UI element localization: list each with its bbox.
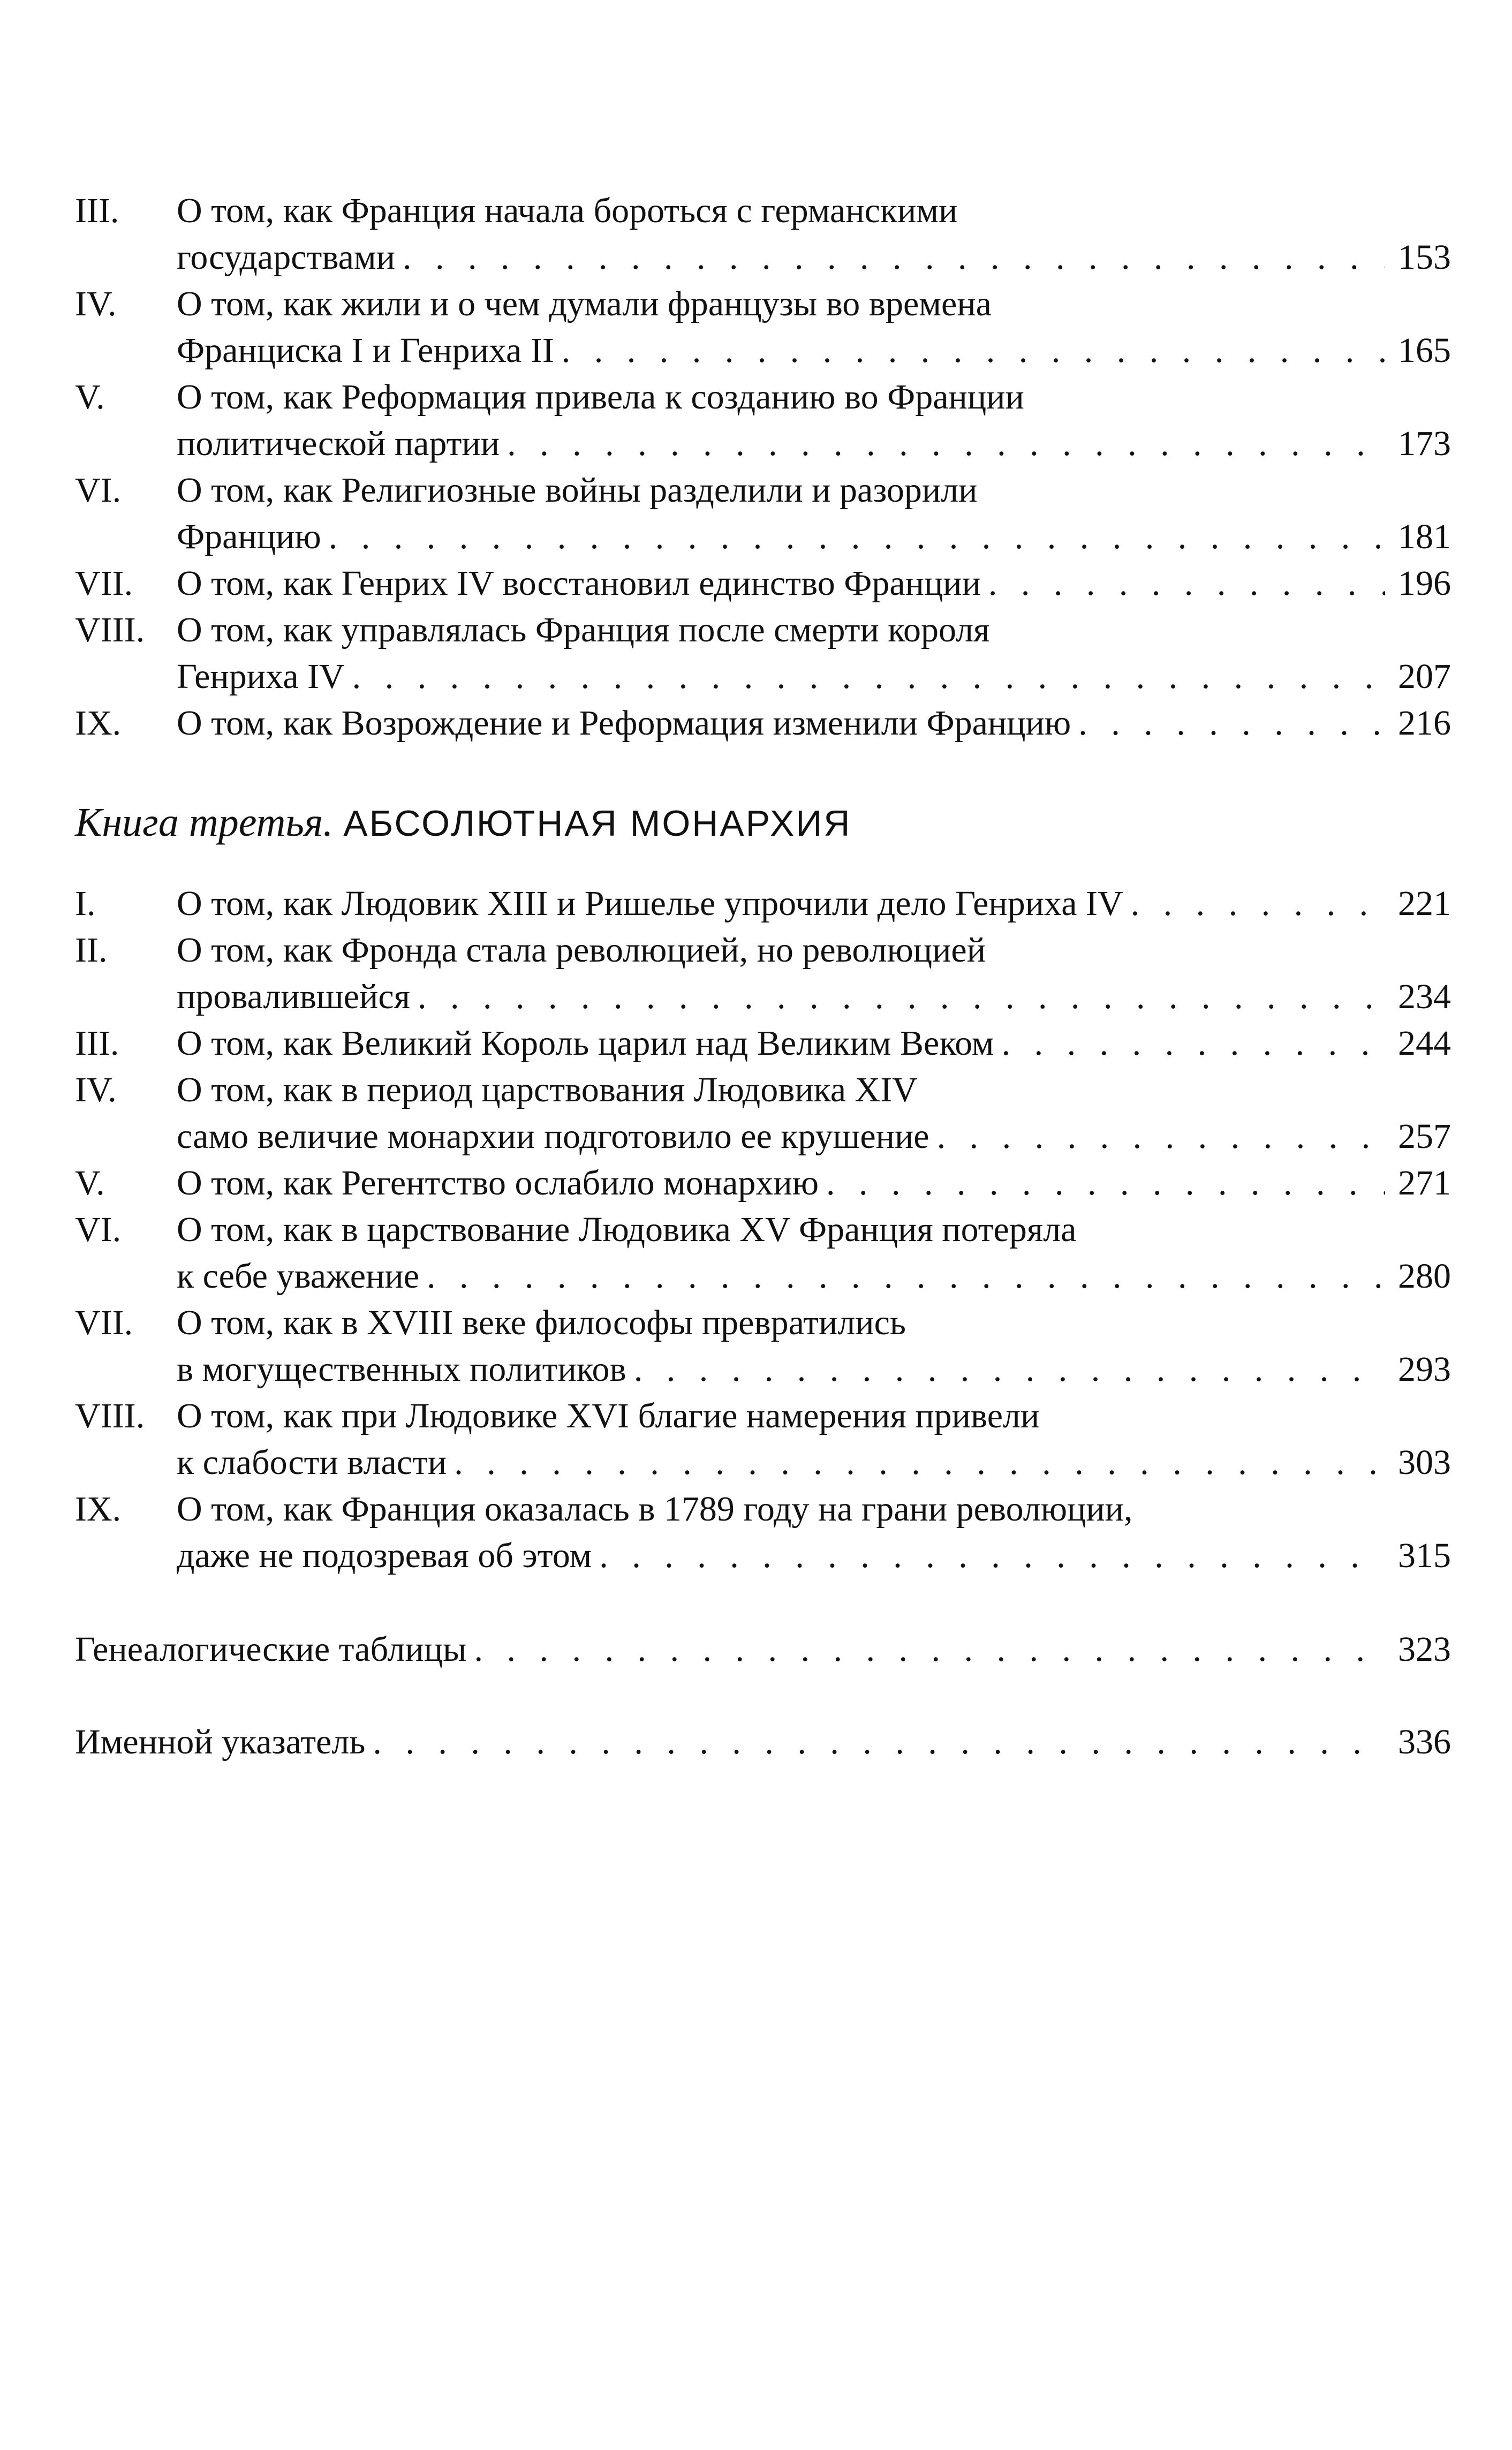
appendix-line	[75, 1626, 1451, 1673]
dot-leader	[418, 973, 1385, 1020]
title-line: в могущественных политиков	[177, 1350, 626, 1389]
page-number: 173	[1398, 424, 1451, 463]
book-heading	[75, 796, 1451, 850]
dot-leader	[454, 1439, 1385, 1486]
appendix-line	[75, 1719, 1451, 1765]
dot-leader	[507, 420, 1385, 467]
page-number: 244	[1398, 1024, 1451, 1063]
title-line: к слабости власти	[177, 1443, 447, 1482]
title-last-line	[177, 1113, 1451, 1160]
chapter-title	[177, 1160, 1451, 1206]
page-number: 165	[1398, 331, 1451, 370]
page-number: 207	[1398, 657, 1451, 696]
toc-entry	[75, 1393, 1451, 1486]
title-line: О том, как управлялась Франция после смерти короля	[177, 610, 990, 649]
page-number: 221	[1398, 884, 1451, 923]
dot-leader	[826, 1160, 1385, 1206]
page-number: 153	[1398, 238, 1451, 277]
title-line: О том, как Франция оказалась в 1789 году на грани революции,	[177, 1489, 1133, 1529]
chapter-number: VI.	[75, 1210, 122, 1249]
title-last-line	[177, 513, 1451, 560]
chapter-title	[177, 1020, 1451, 1067]
dot-leader	[937, 1113, 1385, 1160]
chapter-title	[177, 1067, 1451, 1160]
chapter-title	[177, 374, 1451, 467]
dot-leader	[562, 327, 1385, 374]
toc-entry	[75, 1020, 1451, 1067]
title-last-line	[177, 653, 1451, 700]
chapter-number: IX.	[75, 1489, 122, 1529]
dot-leader	[634, 1346, 1385, 1393]
chapter-title	[177, 1206, 1451, 1299]
title-line: О том, как Реформация привела к созданию во Франции	[177, 377, 1024, 417]
chapter-number: I.	[75, 884, 96, 923]
dot-leader	[329, 513, 1385, 560]
dot-leader	[427, 1253, 1385, 1299]
title-line: О том, как Великий Король царил над Великим Веком	[177, 1024, 994, 1063]
toc-entry	[75, 467, 1451, 560]
chapter-title	[177, 1299, 1451, 1393]
book-label: Книга третья.	[75, 800, 334, 845]
dot-leader	[474, 1626, 1385, 1673]
book-title: АБСОЛЮТНАЯ МОНАРХИЯ	[343, 803, 852, 844]
title-line: Франциска I и Генриха II	[177, 331, 554, 370]
title-last-line	[177, 700, 1451, 746]
page-number: 196	[1398, 564, 1451, 603]
chapter-number: VIII.	[75, 610, 145, 649]
page-number: 315	[1398, 1536, 1451, 1575]
page-number: 181	[1398, 517, 1451, 556]
dot-leader	[403, 234, 1385, 281]
chapter-title	[177, 281, 1451, 374]
title-last-line	[177, 560, 1451, 607]
dot-leader	[373, 1719, 1385, 1765]
toc-entry	[75, 927, 1451, 1020]
title-last-line	[177, 1346, 1451, 1393]
toc-entry	[75, 1160, 1451, 1206]
title-last-line	[177, 880, 1451, 927]
title-line: государствами	[177, 238, 396, 277]
title-line: О том, как в период царствования Людовика XIV	[177, 1070, 918, 1109]
toc-entry	[75, 560, 1451, 607]
title-line: О том, как Людовик XIII и Ришелье упрочили дело Генриха IV	[177, 884, 1123, 923]
title-line: к себе уважение	[177, 1257, 420, 1296]
title-line: О том, как Генрих IV восстановил единство Франции	[177, 564, 981, 603]
page-number: 271	[1398, 1163, 1451, 1203]
page-number: 303	[1398, 1443, 1451, 1482]
title-line: О том, как в XVIII веке философы превратились	[177, 1303, 906, 1342]
title-line: О том, как Франция начала бороться с германскими	[177, 191, 958, 230]
title-line: Францию	[177, 517, 321, 556]
appendix-title: Генеалогические таблицы	[75, 1630, 467, 1669]
title-line: О том, как Фронда стала революцией, но революцией	[177, 931, 986, 970]
chapter-number: IX.	[75, 704, 122, 743]
title-line: О том, как Религиозные войны разделили и разорили	[177, 471, 978, 510]
title-line: О том, как в царствование Людовика XV Франция потеряла	[177, 1210, 1077, 1249]
toc-entry	[75, 374, 1451, 467]
page-number: 323	[1398, 1630, 1451, 1669]
title-last-line	[177, 1532, 1451, 1579]
toc-list-book3	[75, 880, 1451, 1579]
page-number: 216	[1398, 704, 1451, 743]
dot-leader	[1131, 880, 1385, 927]
chapter-number: II.	[75, 931, 108, 970]
page-number: 293	[1398, 1350, 1451, 1389]
title-line: О том, как Возрождение и Реформация изменили Францию	[177, 704, 1071, 743]
toc-appendix-genealogy	[75, 1626, 1451, 1673]
dot-leader	[988, 560, 1385, 607]
chapter-title	[177, 467, 1451, 560]
title-last-line	[177, 420, 1451, 467]
chapter-number: V.	[75, 1163, 105, 1203]
title-line: даже не подозревая об этом	[177, 1536, 592, 1575]
title-line: О том, как жили и о чем думали французы во времена	[177, 284, 992, 323]
title-last-line	[177, 1439, 1451, 1486]
toc-entry	[75, 880, 1451, 927]
chapter-title	[177, 927, 1451, 1020]
toc-entry	[75, 700, 1451, 746]
chapter-title	[177, 1486, 1451, 1579]
dot-leader	[599, 1532, 1385, 1579]
chapter-title	[177, 880, 1451, 927]
title-line: О том, как при Людовике XVI благие намерения привели	[177, 1396, 1040, 1435]
chapter-number: IV.	[75, 1070, 117, 1109]
title-last-line	[177, 973, 1451, 1020]
title-last-line	[177, 1160, 1451, 1206]
title-line: провалившейся	[177, 977, 410, 1016]
title-line: само величие монархии подготовило ее крушение	[177, 1117, 929, 1156]
title-last-line	[177, 1253, 1451, 1299]
chapter-title	[177, 700, 1451, 746]
chapter-number: III.	[75, 1024, 119, 1063]
chapter-number: V.	[75, 377, 105, 417]
page-number: 234	[1398, 977, 1451, 1016]
toc-entry	[75, 1067, 1451, 1160]
chapter-title	[177, 560, 1451, 607]
chapter-number: VIII.	[75, 1396, 145, 1435]
appendix-title: Именной указатель	[75, 1722, 366, 1761]
toc-entry	[75, 1299, 1451, 1393]
title-last-line	[177, 1020, 1451, 1067]
dot-leader	[1078, 700, 1385, 746]
toc-page	[75, 187, 1451, 1765]
toc-entry	[75, 1486, 1451, 1579]
toc-appendix-index	[75, 1719, 1451, 1765]
page-number: 257	[1398, 1117, 1451, 1156]
dot-leader	[1002, 1020, 1385, 1067]
chapter-title	[177, 187, 1451, 281]
title-line: политической партии	[177, 424, 500, 463]
chapter-number: III.	[75, 191, 119, 230]
dot-leader	[352, 653, 1385, 700]
chapter-number: VI.	[75, 471, 122, 510]
chapter-title	[177, 607, 1451, 700]
title-last-line	[177, 327, 1451, 374]
chapter-number: VII.	[75, 564, 133, 603]
toc-entry	[75, 607, 1451, 700]
chapter-title	[177, 1393, 1451, 1486]
title-line: О том, как Регентство ослабило монархию	[177, 1163, 819, 1203]
title-last-line	[177, 234, 1451, 281]
toc-list-part2	[75, 187, 1451, 746]
chapter-number: VII.	[75, 1303, 133, 1342]
chapter-number: IV.	[75, 284, 117, 323]
title-line: Генриха IV	[177, 657, 345, 696]
toc-entry	[75, 187, 1451, 281]
page-number: 336	[1398, 1722, 1451, 1761]
toc-entry	[75, 281, 1451, 374]
page-number: 280	[1398, 1257, 1451, 1296]
toc-entry	[75, 1206, 1451, 1299]
